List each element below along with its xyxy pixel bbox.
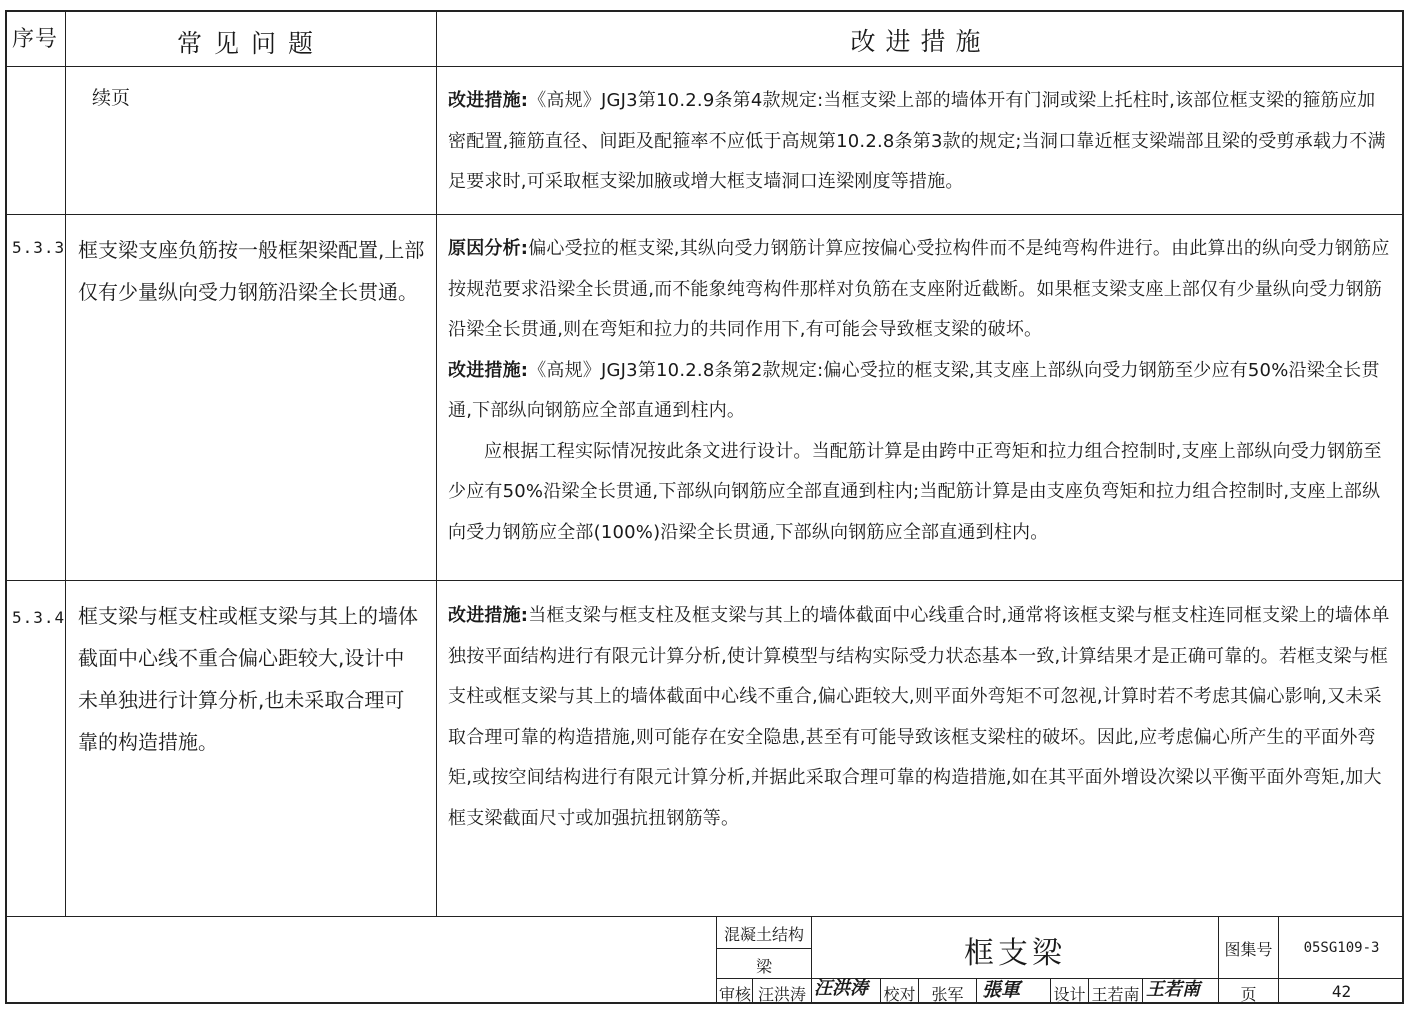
tb-reviewer: 汪洪涛 <box>757 985 806 1004</box>
col-rule-1 <box>65 10 66 916</box>
tb-atlas-label: 图集号 <box>1224 940 1273 959</box>
tb-checker-signature: 張軍 <box>982 979 1021 1001</box>
row-code: 5.3.4 <box>12 608 66 627</box>
row-measure <box>448 229 1393 553</box>
tb-category: 混凝土结构 <box>723 925 804 944</box>
header-measure: 改进措施 <box>850 27 991 56</box>
row-measure <box>448 596 1393 839</box>
row-rule-1 <box>5 214 1404 215</box>
tb-review-label: 审核 <box>718 985 751 1004</box>
row-problem: 框支梁与框支柱或框支梁与其上的墙体截面中心线不重合偏心距较大,设计中未单独进行计算分析,也未采取合理可靠的构造措施。 <box>78 604 418 754</box>
measure-paragraph <box>448 81 1393 203</box>
tb-design-label: 设计 <box>1053 985 1086 1004</box>
row-rule-2 <box>5 580 1404 581</box>
measure-text: 《高规》JGJ3第10.2.8条第2款规定:偏心受拉的框支梁,其支座上部纵向受力钢筋至少应有50%沿梁全长贯通,下部纵向钢筋应全部直通到柱内。 <box>448 359 1380 421</box>
measure-text: 偏心受拉的框支梁,其纵向受力钢筋计算应按偏心受拉构件而不是纯弯构件进行。由此算出的纵向受力钢筋应按规范要求沿梁全长贯通,而不能象纯弯构件那样对负筋在支座附近截断。如果框支梁支座上部仅有少量纵向受力钢筋沿梁全长贯通,则在弯矩和拉力的共同作用下,有可能会导致框支梁的破坏。 <box>448 238 1390 340</box>
measure-label: 改进措施: <box>448 90 529 111</box>
tb-rule <box>976 978 977 1004</box>
measure-label: 改进措施: <box>448 359 529 381</box>
header-no: 序号 <box>11 27 58 52</box>
measure-label: 改进措施: <box>448 605 529 626</box>
measure-label: 原因分析: <box>448 238 529 259</box>
tb-designer-signature: 王若南 <box>1146 979 1200 1000</box>
row-problem: 框支梁支座负筋按一般框架梁配置,上部仅有少量纵向受力钢筋沿梁全长贯通。 <box>78 238 425 304</box>
tb-reviewer-signature: 汪洪涛 <box>814 978 868 999</box>
tb-atlas-no: 05SG109-3 <box>1303 940 1380 956</box>
measure-paragraph <box>448 432 1393 554</box>
row-problem: 续页 <box>92 87 131 109</box>
measure-text: 应根据工程实际情况按此条文进行设计。当配筋计算是由跨中正弯矩和拉力组合控制时,支座上部纵向受力钢筋至少应有50%沿梁全长贯通,下部纵向钢筋应全部直通到柱内;当配筋计算是由支座负弯矩和拉力组合控制时,支座上部纵向受力钢筋应全部(100%)沿梁全长贯通,下部纵向钢筋应全部直通到柱内。 <box>448 440 1382 543</box>
tb-rule <box>1142 978 1143 1004</box>
measure-paragraph <box>448 351 1393 432</box>
measure-text: 当框支梁与框支柱及框支梁与其上的墙体截面中心线重合时,通常将该框支梁与框支柱连同框支梁上的墙体单独按平面结构进行有限元计算分析,使计算模型与结构实际受力状态基本一致,计算结果才是正确可靠的。若框支梁与框支柱或框支梁与其上的墙体截面中心线不重合,偏心距较大,则平面外弯矩不可忽视,计算时若不考虑其偏心影响,又未采取合理可靠的构造措施,则可能存在安全隐患,甚至有可能导致该框支梁柱的破坏。因此,应考虑偏心所产生的平面外弯矩,或按空间结构进行有限元计算分析,并据此采取合理可靠的构造措施,如在其平面外增设次梁以平衡平面外弯矩,加大框支梁截面尺寸或加强抗扭钢筋等。 <box>448 605 1390 829</box>
measure-paragraph <box>448 229 1393 351</box>
tb-designer: 王若南 <box>1091 985 1140 1004</box>
measure-text: 《高规》JGJ3第10.2.9条第4款规定:当框支梁上部的墙体开有门洞或梁上托柱时,该部位框支梁的箍筋应加密配置,箍筋直径、间距及配箍率不应低于高规第10.2.8条第3款的规定;当洞口靠近框支梁端部且梁的受剪承载力不满足要求时,可采取框支梁加腋或增大框支墙洞口连梁刚度等措施。 <box>448 90 1386 192</box>
header-rule <box>5 66 1404 67</box>
measure-paragraph <box>448 596 1393 839</box>
tb-page-no: 42 <box>1331 982 1352 1001</box>
tb-rule <box>716 948 811 949</box>
col-rule-2 <box>436 10 437 916</box>
tb-rule <box>716 916 717 1004</box>
row-code: 5.3.3 <box>12 238 66 257</box>
tb-subcategory: 梁 <box>755 957 772 976</box>
tb-check-label: 校对 <box>883 985 916 1004</box>
row-rule-3 <box>5 916 1404 917</box>
tb-checker: 张军 <box>931 985 964 1004</box>
header-problem: 常见问题 <box>176 29 325 58</box>
tb-title: 框支梁 <box>964 936 1066 971</box>
tb-page-label: 页 <box>1240 985 1257 1004</box>
row-measure <box>448 81 1393 203</box>
tb-rule <box>811 978 812 1004</box>
